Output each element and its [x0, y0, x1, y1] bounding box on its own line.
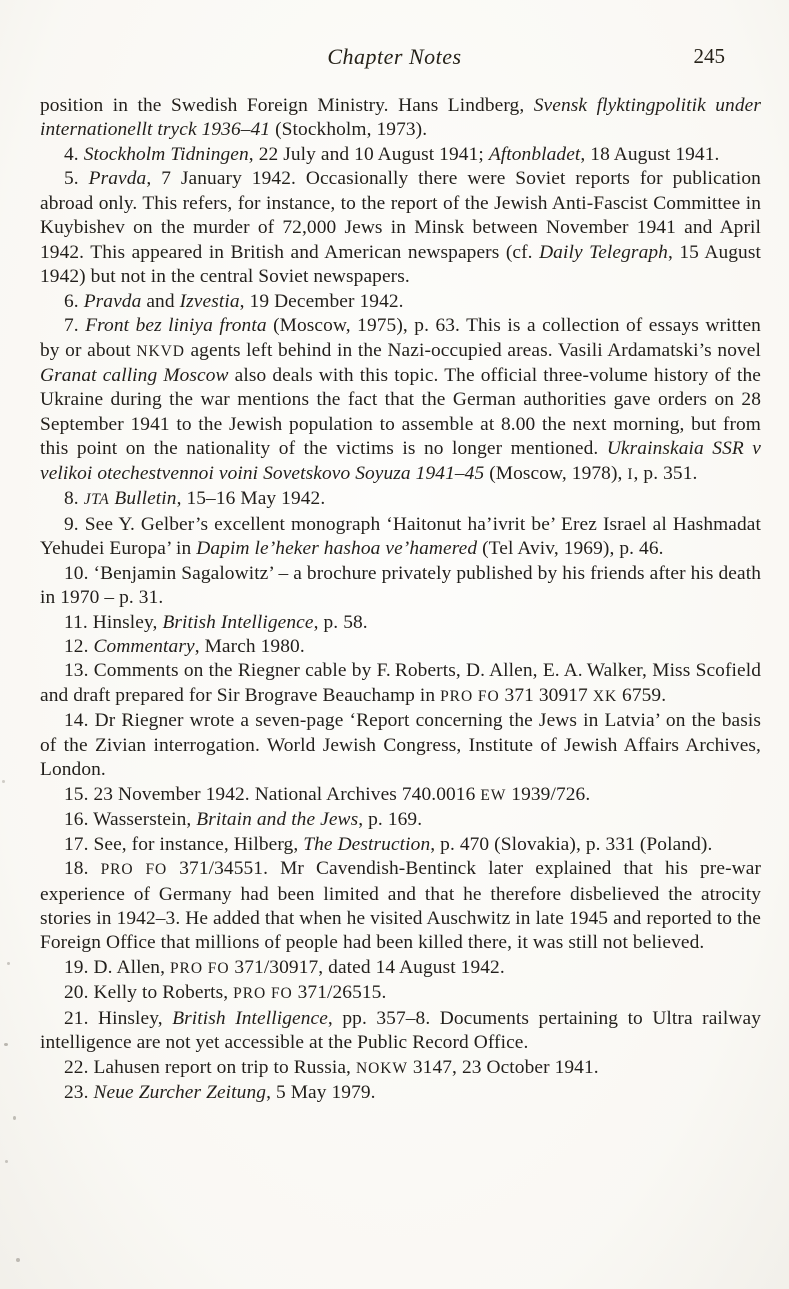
scan-speck [4, 1043, 8, 1046]
text-run: , 18 August 1941. [580, 143, 720, 165]
text-run: 13. Comments on the Riegner cable by F. Roberts, D. Allen, E. A. Walker, Miss Scofield and draft prepared for Sir Brograve Beauchamp in [40, 660, 761, 706]
note-paragraph [40, 611, 761, 635]
text-run: (Moscow, 1978), [484, 462, 628, 484]
italic-text-run: The Destruction [303, 833, 431, 855]
italic-small-caps-run: JTA [83, 491, 110, 509]
text-run: 21. Hinsley, [64, 1007, 173, 1029]
italic-text-run: Izvestia [179, 290, 240, 312]
text-run: , p. 470 (Slovakia), p. 331 (Poland). [430, 833, 713, 855]
text-run: 371/34551. Mr Cavendish-Bentinck later explained that his pre-war experience of Germany had been limited and that he therefore disbelieved the atrocity stories in 1942–3. He added that when he visited Auschwitz in late 1945 and reported to the Foreign Office that millions of people had been killed there, it was still not believed. [40, 858, 761, 954]
text-run: 371/26515. [292, 982, 387, 1004]
text-run: 1939/726. [506, 783, 591, 805]
text-run: 20. Kelly to Roberts, [64, 982, 234, 1004]
note-paragraph [40, 143, 761, 167]
note-paragraph [40, 956, 761, 981]
text-run: 4. [64, 143, 84, 165]
italic-text-run: Daily Telegraph [539, 241, 668, 263]
text-run: , 5 May 1979. [266, 1082, 376, 1104]
text-run: 16. Wasserstein, [64, 809, 197, 831]
italic-text-run: Granat calling Moscow [40, 364, 229, 386]
text-run: position in the Swedish Foreign Ministry. Hans Lindberg, [40, 95, 534, 116]
text-run: , 15 August 1942) but not in the central Soviet newspapers. [40, 241, 761, 288]
text-run: also deals with this topic. The official three-volume history of the Ukraine during the war mentions the fact that the German authorities gave orders on 28 September 1941 to the Jewish population to assemble at 8.00 the next morning, but from this point on the nationality of the victims is no longer mentioned. [40, 364, 761, 460]
note-paragraph [40, 487, 761, 512]
small-caps-run: I [627, 465, 634, 483]
text-run: 3147, 23 October 1941. [407, 1056, 599, 1078]
text-run: agents left behind in the Nazi-occupied areas. Vasili Ardamatski’s novel [184, 339, 761, 361]
text-run: 12. [64, 635, 94, 657]
text-run: 17. See, for instance, Hilberg, [64, 833, 304, 855]
text-run: 5. [64, 168, 89, 190]
small-caps-run: NKVD [136, 342, 185, 360]
text-run: , p. 351. [633, 462, 698, 484]
small-caps-run: PRO FO [233, 985, 293, 1003]
text-run: 371/30917, dated 14 August 1942. [229, 956, 505, 978]
italic-text-run: Ukrainskaia SSR v velikoi otechestvennoi voini Sovetskovo Soyuza 1941–45 [40, 438, 761, 484]
note-paragraph [40, 94, 761, 143]
text-run: (Stockholm, 1973). [270, 119, 428, 141]
text-run: and [141, 290, 180, 312]
text-run: 19. D. Allen, [64, 956, 170, 978]
text-run: , pp. 357–8. Documents pertaining to Ultra railway intelligence are not yet accessible at the Public Record Office. [40, 1007, 761, 1054]
note-paragraph [40, 1081, 761, 1105]
running-title: Chapter Notes [327, 44, 462, 69]
scan-speck [5, 1160, 8, 1163]
text-run: 6. [64, 290, 84, 312]
text-run: 15. 23 November 1942. National Archives 740.0016 [64, 783, 481, 805]
note-paragraph [40, 709, 761, 782]
scan-speck [16, 1258, 20, 1262]
note-paragraph [40, 783, 761, 808]
scan-speck [7, 962, 10, 965]
note-paragraph [40, 659, 761, 709]
italic-text-run: British Intelligence [172, 1007, 328, 1029]
text-run: , p. 58. [313, 611, 368, 633]
note-paragraph [40, 1056, 761, 1081]
text-run: 10. ‘Benjamin Sagalowitz’ – a brochure privately published by his friends after his death in 1970 – p. 31. [40, 562, 761, 609]
text-run: , March 1980. [194, 635, 305, 657]
italic-text-run: Dapim le’heker hashoa ve’hamered [196, 538, 478, 560]
text-run: 371 30917 [499, 684, 593, 706]
note-paragraph [40, 314, 761, 487]
note-paragraph [40, 808, 761, 832]
page-number: 245 [693, 44, 725, 68]
text-run: 6759. [617, 684, 667, 706]
italic-text-run: Bulletin [109, 488, 177, 510]
text-run: 9. See Y. Gelber’s excellent monograph ‘Haitonut ha’ivrit be’ Erez Israel al Hashmadat Yehudei Europa’ in [40, 513, 761, 560]
text-run: , 19 December 1942. [239, 290, 404, 312]
note-paragraph [40, 513, 761, 562]
text-run: , p. 169. [358, 809, 423, 831]
text-run: 22. Lahusen report on trip to Russia, [64, 1056, 356, 1078]
note-paragraph [40, 833, 761, 857]
small-caps-run: XK [592, 687, 618, 705]
text-run: , 7 January 1942. Occasionally there were Soviet reports for publication abroad only. This refers, for instance, to the report of the Jewish Anti-Fascist Committee in Kuybishev on the murder of 72,000 Jews in Minsk between November 1941 and April 1942. This appeared in British and American newspapers (cf. [40, 168, 761, 263]
italic-text-run: Britain and the Jews [196, 809, 359, 831]
note-paragraph [40, 562, 761, 611]
italic-text-run: Commentary [93, 635, 195, 657]
note-paragraph [40, 857, 761, 956]
text-run: , 22 July and 10 August 1941; [248, 143, 489, 165]
text-run: (Moscow, 1975), p. 63. This is a collection of essays written by or about [40, 315, 761, 361]
italic-text-run: British Intelligence [162, 611, 314, 633]
note-paragraph [40, 1007, 761, 1056]
scan-speck [2, 780, 5, 783]
text-run: , 15–16 May 1942. [176, 488, 326, 510]
note-paragraph [40, 981, 761, 1006]
small-caps-run: PRO FO [100, 861, 168, 879]
note-paragraph [40, 290, 761, 314]
scan-speck [13, 1116, 16, 1120]
italic-text-run: Pravda [88, 168, 147, 190]
text-run: 18. [64, 858, 101, 880]
note-paragraph [40, 635, 761, 659]
text-run: 8. [64, 488, 84, 510]
italic-text-run: Pravda [83, 290, 142, 312]
note-paragraph [40, 167, 761, 289]
text-run: 11. Hinsley, [64, 611, 163, 633]
text-run: 7. [64, 315, 86, 337]
italic-text-run: Aftonbladet [488, 143, 581, 165]
text-run: 14. Dr Riegner wrote a seven-page ‘Report concerning the Jews in Latvia’ on the basis of the Zivian interrogation. World Jewish Congress, Institute of Jewish Affairs Archives, London. [40, 710, 761, 781]
small-caps-run: PRO FO [440, 687, 500, 705]
text-run: (Tel Aviv, 1969), p. 46. [477, 538, 664, 560]
small-caps-run: EW [480, 786, 507, 804]
italic-text-run: Svensk flyktingpolitik under internationellt tryck 1936–41 [40, 95, 761, 141]
italic-text-run: Front bez liniya fronta [85, 315, 267, 337]
chapter-notes-text [40, 94, 761, 1106]
small-caps-run: PRO FO [170, 959, 230, 977]
page-header [0, 0, 789, 74]
small-caps-run: NOKW [355, 1059, 408, 1077]
italic-text-run: Neue Zurcher Zeitung [93, 1082, 267, 1104]
italic-text-run: Stockholm Tidningen [83, 143, 249, 165]
text-run: 23. [64, 1082, 94, 1104]
